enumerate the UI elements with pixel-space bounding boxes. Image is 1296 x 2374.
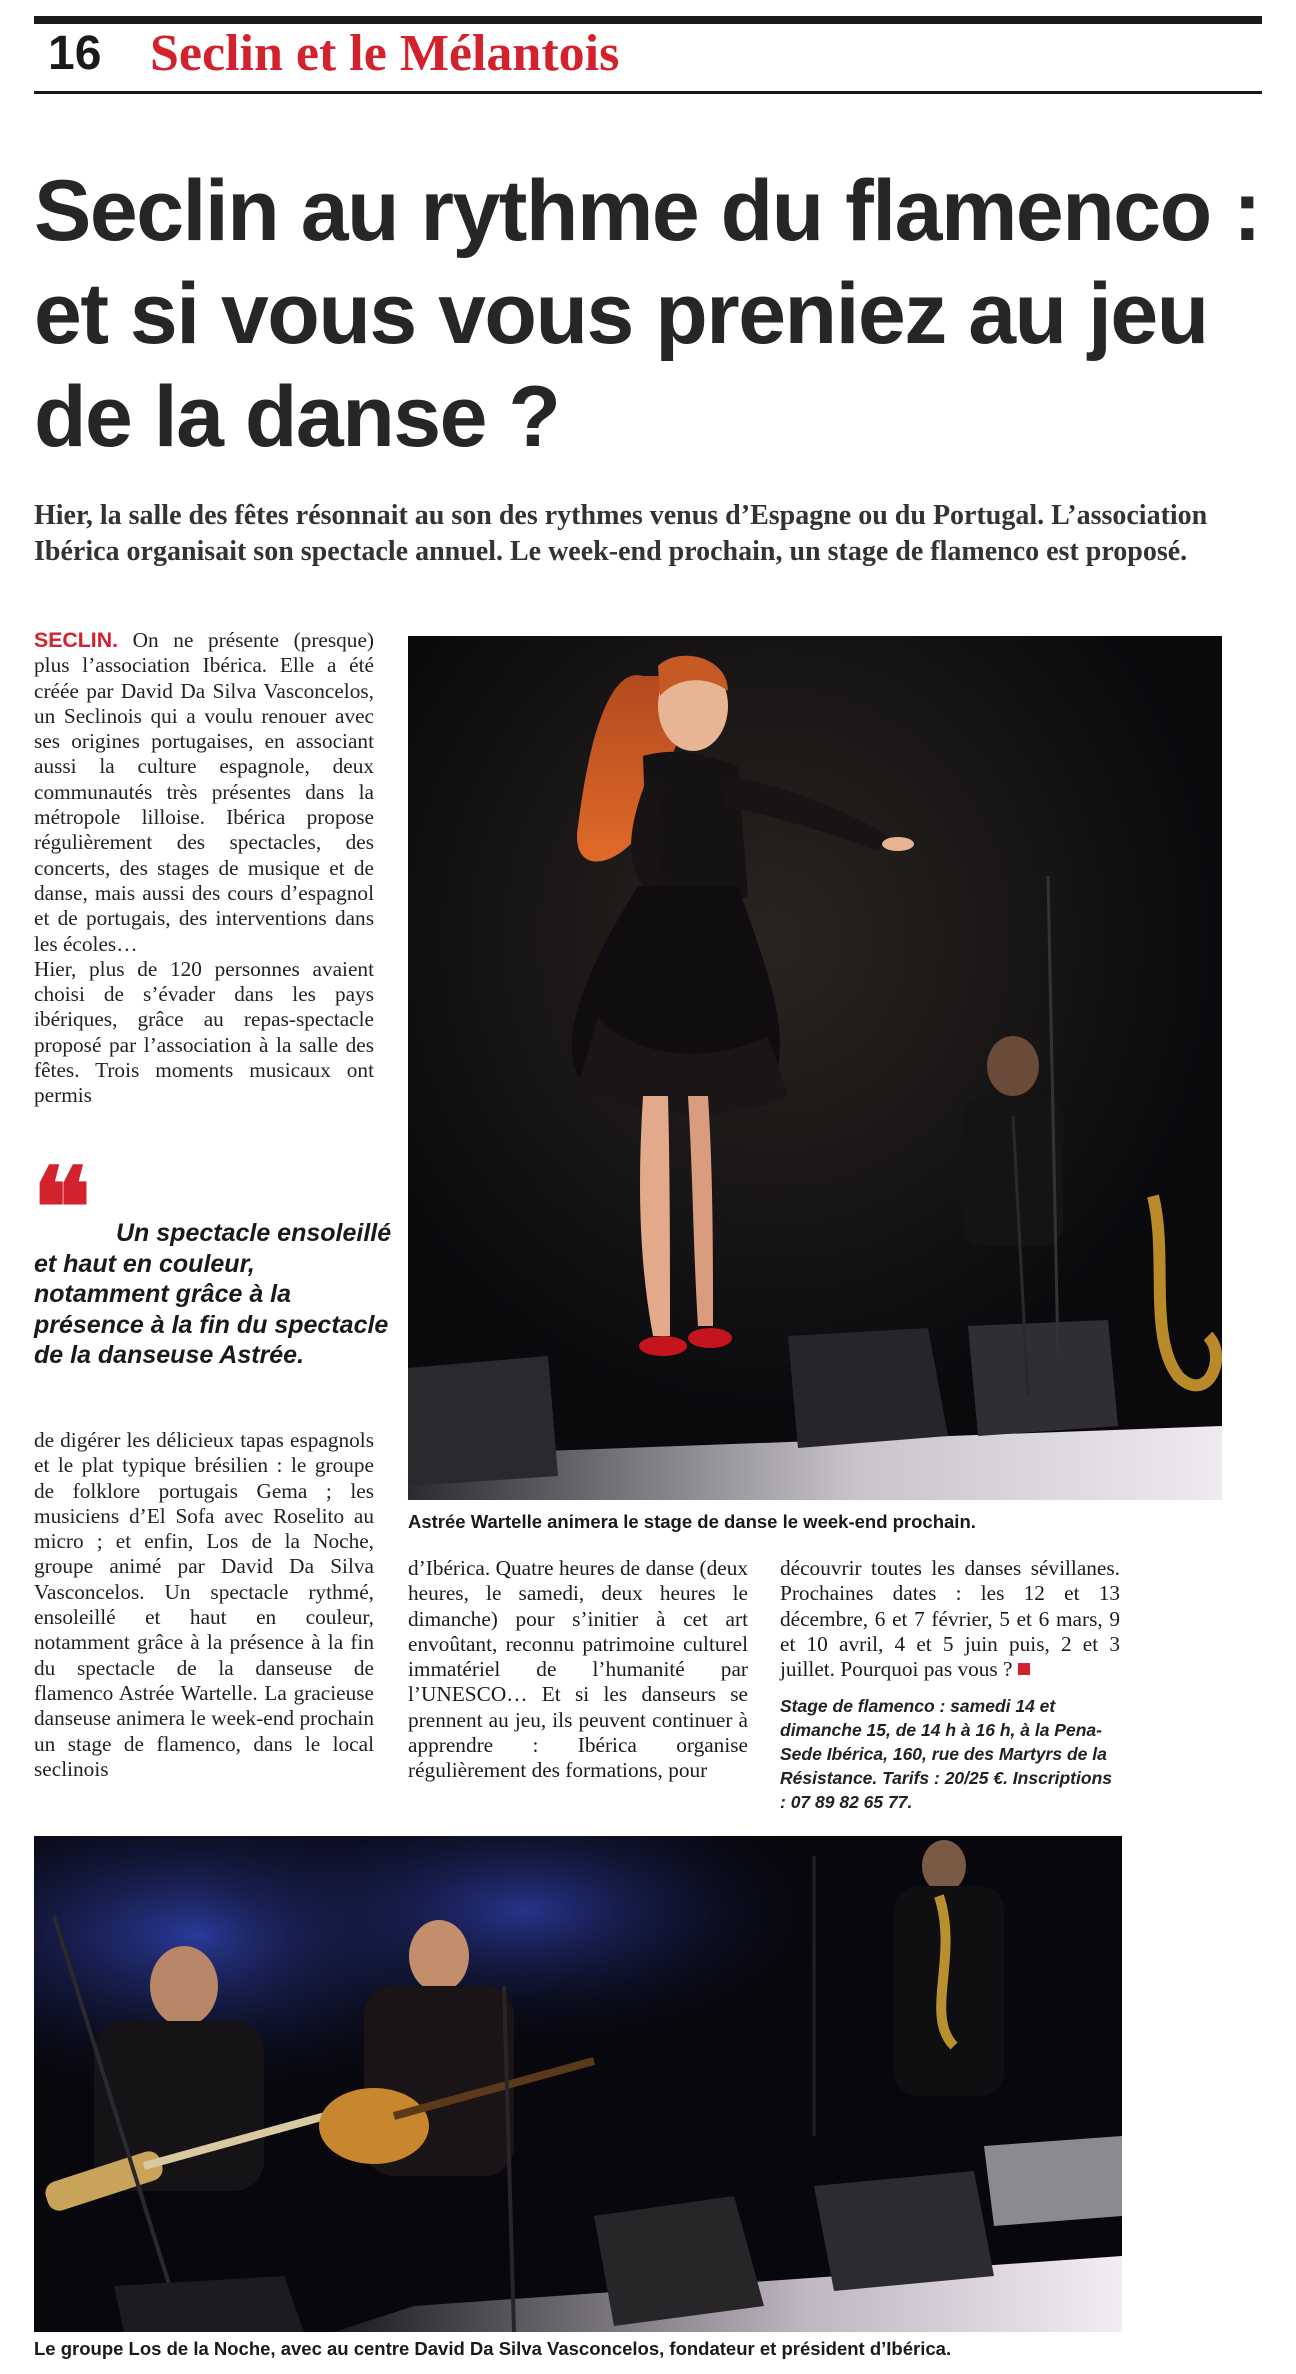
dancer-photo-illustration — [408, 636, 1222, 1500]
chapo: Hier, la salle des fêtes résonnait au son des rythmes venus d’Espagne ou du Portugal. L’association Ibérica organisait son spectacle annuel. Le week-end prochain, un stage de flamenco est proposé. — [34, 500, 1208, 567]
band-photo-illustration — [34, 1836, 1122, 2332]
column-3-paragraph-1: découvrir toutes les danses sévillanes. Prochaines dates : les 12 et 13 décembre, 6 et 7 février, 5 et 6 mars, 9 et 10 avril, 4 et 5 juin puis, 2 et 3 juillet. Pourquoi pas vous ? — [780, 1556, 1120, 1682]
column-1-paragraph-2: Hier, plus de 120 personnes avaient choisi de s’évader dans les pays ibériques, grâce au repas-spectacle proposé par l’association à la salle des fêtes. Trois moments musicaux ont permis — [34, 956, 374, 1108]
lead-city: SECLIN. — [34, 628, 119, 652]
pull-quote: Un spectacle ensoleillé et haut en couleur, notamment grâce à la présence à la fin du spectacle de la danseuse Astrée. — [34, 1219, 392, 1369]
dancer-photo — [408, 636, 1222, 1500]
page-number: 16 — [48, 27, 102, 80]
header-top-rule — [34, 16, 1262, 24]
column-1-paragraph-1: SECLIN. On ne présente (presque) plus l’association Ibérica. Elle a été créée par David Da Silva Vasconcelos, un Seclinois qui a voulu renouer avec ses origines portugaises, en associant aussi la culture espagnole, deux communautés très présentes dans la métropole lilloise. Ibérica propose régulièrement des spectacles, des concerts, des stages de musique et de danse, mais aussi des cours d’espagnol et de portugais, des interventions dans les écoles… — [34, 628, 374, 956]
band-photo-caption: Le groupe Los de la Noche, avec au centre David Da Silva Vasconcelos, fondateur et président d’Ibérica. — [34, 2338, 952, 2359]
header-bottom-rule — [34, 91, 1262, 94]
column-2 — [408, 1556, 748, 1784]
end-mark-icon — [1018, 1663, 1030, 1675]
band-photo — [34, 1836, 1122, 2332]
column-2-paragraph-1: d’Ibérica. Quatre heures de danse (deux heures, le samedi, deux heures le dimanche) pour s’initier à cet art envoûtant, reconnu patrimoine culturel immatériel de l’humanité par l’UNESCO… Et si les danseurs se prennent au jeu, ils peuvent continuer à apprendre : Ibérica organise régulièrement des formations, pour — [408, 1556, 748, 1783]
dancer-photo-caption: Astrée Wartelle animera le stage de danse le week-end prochain. — [408, 1511, 976, 1532]
column-3 — [780, 1556, 1120, 1814]
column-1-bottom — [34, 1428, 374, 1782]
info-box: Stage de flamenco : samedi 14 et dimanche 15, de 14 h à 16 h, à la Pena-Sede Ibérica, 160, rue des Martyrs de la Résistance. Tarifs : 20/25 €. Inscriptions : 07 89 82 65 77. — [780, 1696, 1112, 1813]
column-1-paragraph-3: de digérer les délicieux tapas espagnols et le plat typique brésilien : le groupe de folklore portugais Gema ; les musiciens d’El Sofa avec Roselito au micro ; et enfin, Los de la Noche, groupe animé par David Da Silva Vasconcelos. Un spectacle rythmé, ensoleillé et haut en couleur, notamment grâce à la présence à la fin du spectacle de la danseuse de flamenco Astrée Wartelle. La gracieuse danseuse animera le week-end prochain un stage de flamenco, dans le local seclinois — [34, 1428, 374, 1781]
section-title: Seclin et le Mélantois — [150, 25, 620, 82]
column-1-top — [34, 628, 374, 1109]
headline: Seclin au rythme du flamenco : et si vous vous preniez au jeu de la danse ? — [34, 163, 1261, 465]
quote-mark-icon: ❝ — [32, 1143, 92, 1272]
